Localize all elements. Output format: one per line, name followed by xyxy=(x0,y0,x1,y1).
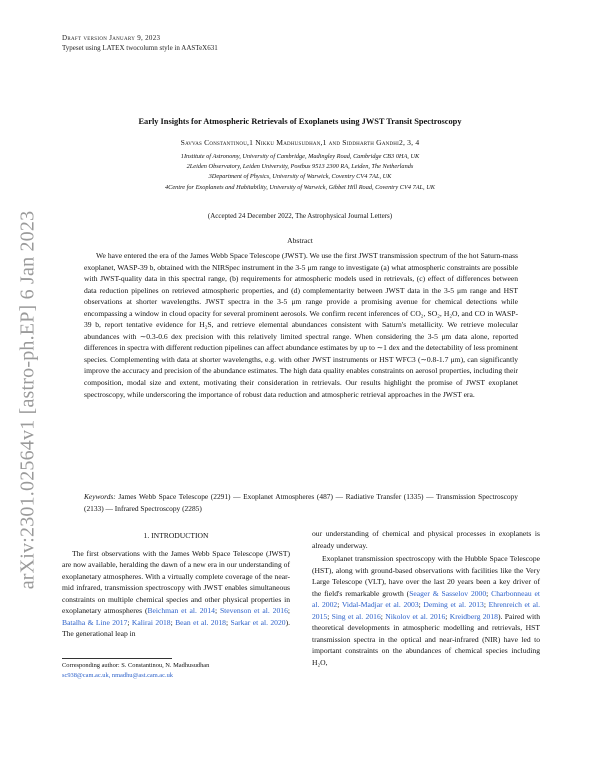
citation-link[interactable]: Kreidberg 2018 xyxy=(449,611,498,621)
citation-separator: ; xyxy=(287,606,290,615)
citation-separator: ; xyxy=(486,588,492,598)
citation-link[interactable]: Vidal-Madjar et al. 2003 xyxy=(341,600,419,609)
paragraph-text: The first observations with the James Webb Space Telescope (JWST) are now available, heralding the dawn of a new era in our understanding of exoplanetary atmospheres. With a virtually complete coverage of the near-mid infrared, transmission spectroscopy with JWST enables simultaneous constraints on multiple chemical species and other physical properties in exoplanetary atmospheres ( xyxy=(62,548,290,615)
citation-separator: ; xyxy=(127,617,132,627)
author-emails[interactable]: sc938@cam.ac.uk, nmadhu@ast.cam.ac.uk xyxy=(62,672,173,679)
paragraph-text: Exoplanet transmission spectroscopy with the Hubble Space Telescope (HST), along with ground-based observations with facilities like the Very Large Telescope (VLT), have over the last 20 years been a key driver of the field's remarkable growth ( xyxy=(312,554,540,598)
affiliation-item: 3Department of Physics, University of Warwick, Coventry CV4 7AL, UK xyxy=(208,173,392,181)
citation-link[interactable]: Kalirai 2018 xyxy=(131,617,171,627)
citation-separator: ; xyxy=(418,600,424,609)
citation-link[interactable]: Beichman et al. 2014 xyxy=(147,606,215,615)
affiliation-item: 2Leiden Observatory, Leiden University, Postbus 9513 2300 RA, Leiden, The Netherlands xyxy=(186,163,414,171)
arxiv-identifier[interactable]: arXiv:2301.02564v1 [astro-ph.EP] 6 Jan 2023 xyxy=(16,210,39,590)
arxiv-sidebar xyxy=(8,210,48,590)
citation-link[interactable]: Sing et al. 2016 xyxy=(331,611,381,621)
acceptance-note: (Accepted 24 December 2022, The Astrophysical Journal Letters) xyxy=(207,212,393,220)
keywords-label: Keywords: xyxy=(84,492,116,501)
citation-separator: ; xyxy=(327,611,332,621)
affiliation-list xyxy=(62,152,538,193)
affiliation-item: 4Centre for Exoplanets and Habitability, University of Warwick, Gibbet Hill Road, Coventry CV4 7AL, UK xyxy=(165,183,435,191)
paragraph-text: ). Paired with theoretical developments in atmospheric modelling and retrievals, HST transmission spectra in the optical and near-infrared (NIR) have led to important constraints on the abundances of chemical species including H₂O, xyxy=(312,611,541,667)
citation-link[interactable]: Seager & Sasselov 2000 xyxy=(409,588,487,598)
right-column xyxy=(312,528,540,668)
author-list: Savvas Constantinou,1 Nikku Madhusudhan,1 and Siddharth Gandhi2, 3, 4 xyxy=(180,138,420,147)
citation-link[interactable]: Sarkar et al. 2020 xyxy=(230,617,286,627)
citation-separator: ; xyxy=(214,606,220,615)
corresponding-author: Corresponding author: S. Constantinou, N. Madhusudhan xyxy=(62,662,210,669)
citation-link[interactable]: Deming et al. 2013 xyxy=(423,600,484,609)
citation-separator: ; xyxy=(445,611,450,621)
affiliation-item: 1Institute of Astronomy, University of Cambridge, Madingley Road, Cambridge CB3 0HA, UK xyxy=(180,153,420,160)
citation-link[interactable]: Charbonneau et al. 2002 xyxy=(312,588,540,609)
footnote-divider xyxy=(62,658,172,659)
intro-continuation: our understanding of chemical and physical processes in exoplanets is already underway. xyxy=(312,529,540,550)
intro-paragraph xyxy=(312,553,540,668)
section-heading: 1. INTRODUCTION xyxy=(143,531,209,540)
keywords-text: James Webb Space Telescope (2291) — Exoplanet Atmospheres (487) — Radiative Transfer (1335) — Transmission Spectroscopy (2133) — Infrared Spectroscopy (2285) xyxy=(84,492,518,513)
citation-link[interactable]: Nikolov et al. 2016 xyxy=(385,611,446,621)
typeset-note: Typeset using LATEX twocolumn style in AASTeX631 xyxy=(62,44,218,52)
abstract-text: We have entered the era of the James Webb Space Telescope (JWST). We use the first JWST transmission spectrum of the hot Saturn-mass exoplanet, WASP-39 b, obtained with the NIRSpec instrument in the 3-5 μm range to investigate (a) what atmospheric constraints are possible with JWST-quality data in this spectral range, (b) requirements for atmospheric models used in retrievals, (c) effect of differences between data reduction pipelines on retrieved atmospheric properties, and (d) complementarity between JWST data in the 3-5 μm range and HST observations at shorter wavelengths. JWST spectra in the 3-5 μm range provide a promising avenue for chemical detections while encompassing a window in cloud opacity for several prominent aerosols. We confirm recent inferences of CO₂, SO₂, H₂O, and CO in WASP-39 b, report tentative evidence for H₂S, and retrieve elemental abundances consistent with Saturn's metallicity. We retrieve molecular abundances with ∼0.3-0.6 dex precision with this relatively limited spectral range. When considering the 3-5 μm data alone, reported differences in spectra with different reduction pipelines can affect abundance estimates by up to ∼1 dex and the detectability of less prominent species. Complementing with data at shorter wavelengths, e.g. with other JWST instruments or HST WFC3 (∼0.8-1.7 μm), can significantly improve the accuracy and precision of the abundance estimates. The high data quality enables constraints on aerosol properties, including their composition, modal size and extent, motivating their consideration in retrievals. Our results highlight the promise of JWST exoplanet spectroscopy, while underscoring the importance of robust data reduction and atmospheric retrieval approaches in the JWST era. xyxy=(84,251,518,399)
citation-separator: ; xyxy=(380,611,386,621)
keywords xyxy=(84,491,518,514)
footnote xyxy=(62,661,290,681)
abstract-heading: Abstract xyxy=(287,236,313,245)
intro-paragraph xyxy=(62,548,290,640)
citation-separator: ; xyxy=(225,617,231,627)
draft-version: Draft version January 9, 2023 xyxy=(62,34,161,42)
left-column xyxy=(62,530,290,640)
citation-link[interactable]: Stevenson et al. 2016 xyxy=(219,606,288,615)
paper-title: Early Insights for Atmospheric Retrievals of Exoplanets using JWST Transit Spectroscopy xyxy=(138,117,462,126)
citation-separator: ; xyxy=(337,600,342,609)
citation-separator: ; xyxy=(170,617,176,627)
preprint-info xyxy=(62,33,218,53)
paragraph-text: ). The generational leap in xyxy=(62,617,290,638)
citation-separator: ; xyxy=(483,600,489,609)
citation-link[interactable]: Ehrenreich et al. 2015 xyxy=(312,600,540,621)
citation-link[interactable]: Batalha & Line 2017 xyxy=(62,617,128,627)
citation-link[interactable]: Bean et al. 2018 xyxy=(175,617,226,627)
